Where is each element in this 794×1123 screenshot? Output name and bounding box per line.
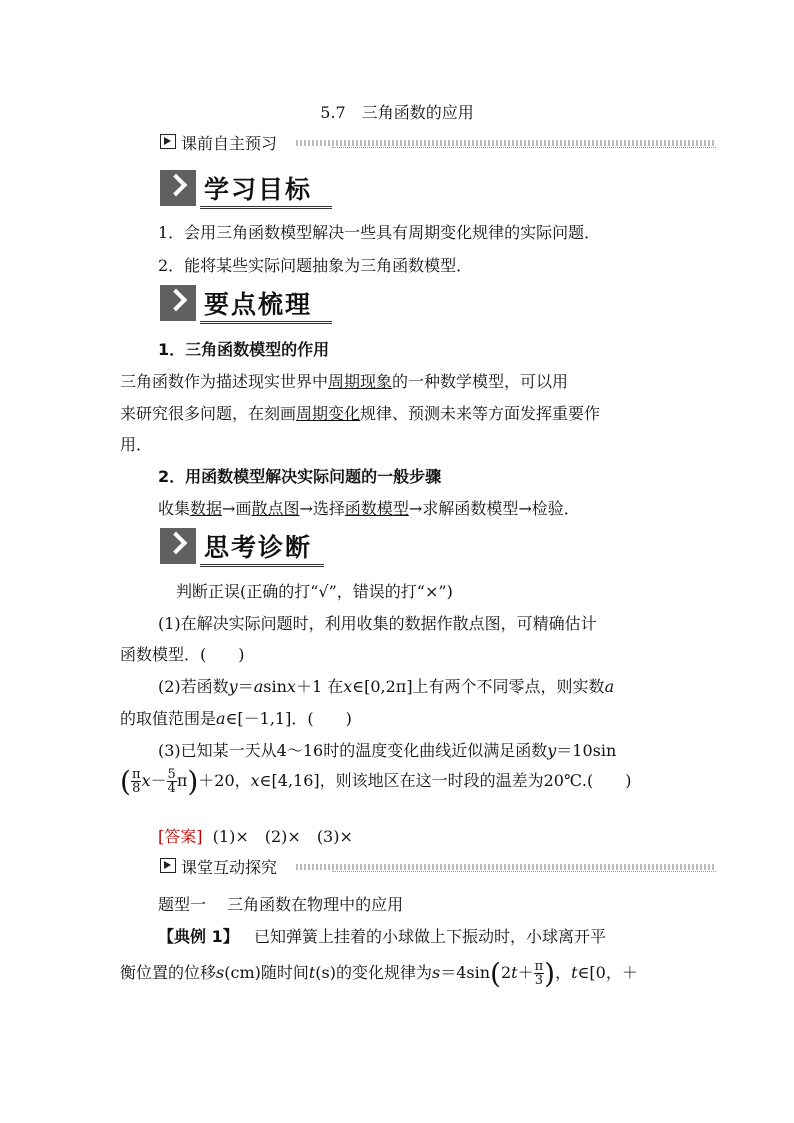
question-3-cont: ( $\frac{\pi}{8}$ x－ $\frac{5}{4}$ π)＋20，x∈[4,16]，则该地区在这一时段的温差为20℃.( ) [120, 765, 632, 798]
steps-line: 收集数据→画散点图→选择函数模型→求解函数模型→检验． [158, 499, 580, 518]
dotted-rule [332, 871, 716, 872]
play-icon [160, 134, 176, 149]
header-underline [200, 321, 332, 322]
header-underline [200, 564, 324, 565]
answer-line [158, 824, 353, 847]
left-paren: ( [490, 957, 501, 990]
fraction: $\frac{5}{4}$ [167, 767, 176, 796]
dotted-rule [296, 864, 716, 870]
page-title: 5.7 三角函数的应用 [320, 103, 474, 122]
dotted-rule [332, 147, 716, 148]
right-paren: ) [544, 957, 556, 990]
example-line-2: 衡位置的位移s(cm)随时间t(s)的变化规律为s＝4sin(2t＋ $\frac{\pi}{3}$ )，t∈[0，＋ [120, 957, 638, 990]
chevron-right-icon [160, 528, 196, 564]
section-bar-preview [160, 133, 716, 151]
answer-text: (1)× (2)× (3)× [212, 827, 353, 846]
section-label: 课前自主预习 [181, 134, 278, 153]
fraction: $\frac{\pi}{3}$ [534, 959, 544, 988]
question-1-cont: 函数模型．( ) [120, 645, 245, 664]
section-label: 课堂互动探究 [181, 858, 278, 877]
section-bar-classroom [160, 857, 716, 875]
question-2: (2)若函数y＝asinx＋1 在x∈[0,2π]上有两个不同零点，则实数a [158, 677, 615, 696]
paragraph-line: 来研究很多问题，在刻画周期变化规律、预测未来等方面发挥重要作 [120, 404, 601, 423]
chevron-right-icon [160, 285, 196, 321]
goal-item: 2．能将某些实际问题抽象为三角函数模型． [158, 256, 473, 275]
example-label: 【典例 1】 [158, 927, 239, 946]
diag-intro: 判断正误(正确的打“√”，错误的打“×”) [176, 582, 453, 601]
question-2-cont: 的取值范围是a∈[－1,1]．( ) [120, 709, 352, 728]
fraction: $\frac{\pi}{8}$ [131, 767, 141, 796]
header-text: 要点梳理 [204, 290, 313, 319]
right-paren: ) [187, 765, 199, 798]
header-underline [200, 206, 332, 207]
point-heading: 2．用函数模型解决实际问题的一般步骤 [158, 467, 442, 486]
header-underline [200, 566, 324, 567]
answer-label: [答案] [158, 827, 203, 846]
paragraph-line: 用． [120, 435, 153, 454]
left-paren: ( [120, 765, 131, 798]
goal-item: 1．会用三角函数模型解决一些具有周期变化规律的实际问题． [158, 223, 601, 242]
dotted-rule [296, 140, 716, 146]
point-heading: 1．三角函数模型的作用 [158, 340, 330, 359]
topic-heading: 题型一 三角函数在物理中的应用 [158, 895, 404, 914]
chevron-right-icon [160, 170, 196, 206]
play-icon [160, 858, 176, 873]
example-line-1: 【典例 1】 已知弹簧上挂着的小球做上下振动时，小球离开平 [158, 927, 606, 946]
header-underline [200, 208, 332, 209]
header-underline [200, 323, 332, 324]
question-1: (1)在解决实际问题时，利用收集的数据作散点图，可精确估计 [158, 614, 597, 633]
header-text: 思考诊断 [204, 533, 313, 562]
paragraph-line: 三角函数作为描述现实世界中周期现象的一种数学模型，可以用 [120, 372, 569, 391]
question-3: (3)已知某一天从4～16时的温度变化曲线近似满足函数y＝10sin [158, 741, 617, 760]
header-text: 学习目标 [204, 175, 313, 204]
